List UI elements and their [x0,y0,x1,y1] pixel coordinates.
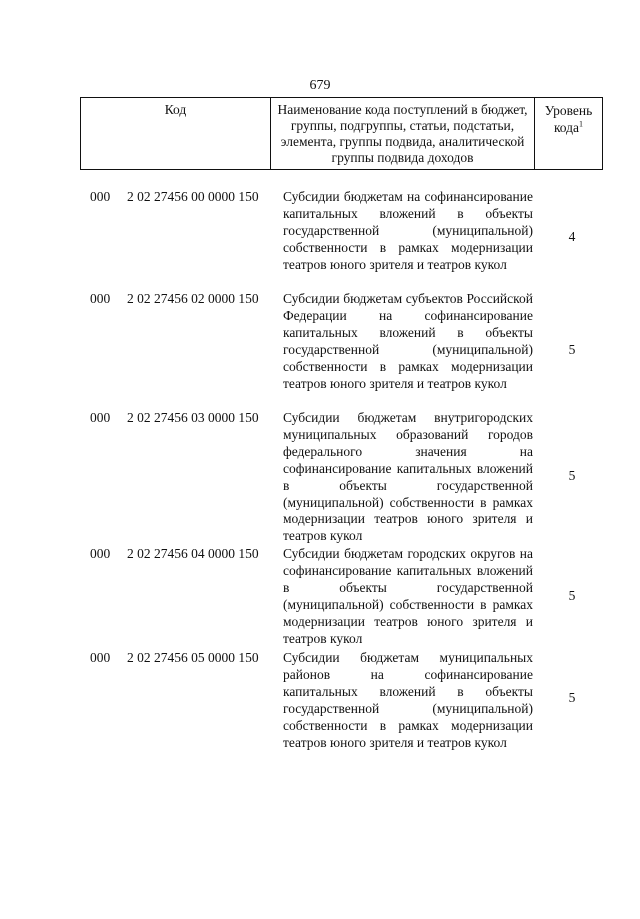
row-prefix: 000 [90,189,111,204]
row-code: 2 02 27456 05 0000 150 [127,650,259,665]
row-level: 5 [568,690,576,705]
header-level-cell [535,98,602,169]
header-name-cell [271,98,535,169]
row-code: 2 02 27456 04 0000 150 [127,546,259,561]
row-level: 5 [568,468,576,483]
row-code: 2 02 27456 03 0000 150 [127,410,259,425]
row-level: 5 [568,342,576,357]
header-level-label: Уровень кода [544,103,593,135]
row-prefix: 000 [90,291,111,306]
row-code: 2 02 27456 00 0000 150 [127,189,259,204]
row-code: 2 02 27456 02 0000 150 [127,291,259,306]
row-description: Субсидии бюджетам субъектов Российской Федерации на софинансирование капитальных вложений в объекты государственной (муниципальной) собственности в рамках модернизации театров юного зрителя и театров кукол [283,291,533,391]
page-number: 679 [309,78,331,93]
row-description: Субсидии бюджетам муниципальных районов на софинансирование капитальных вложений в объекты государственной (муниципальной) собственности в рамках модернизации театров юного зрителя и театров кукол [283,650,533,750]
header-code-cell [81,98,271,169]
header-level-footnote: 1 [579,119,584,129]
row-description: Субсидии бюджетам на софинансирование капитальных вложений в объекты государственной (муниципальной) собственности в рамках модернизации театров юного зрителя и театров кукол [283,189,533,272]
row-description: Субсидии бюджетам городских округов на софинансирование капитальных вложений в объекты государственной (муниципальной) собственности в рамках модернизации театров юного зрителя и театров кукол [283,546,533,646]
row-prefix: 000 [90,410,111,425]
row-prefix: 000 [90,546,111,561]
header-name-label: Наименование кода поступлений в бюджет, группы, подгруппы, статьи, подстатьи, элемента, группы подвида, аналитической группы подвида доходов [277,102,528,165]
row-description: Субсидии бюджетам внутригородских муниципальных образований городов федерального значения на софинансирование капитальных вложений в объекты государственной (муниципальной) собственности в рамках модернизации театров юного зрителя и театров кукол [283,410,533,544]
row-prefix: 000 [90,650,111,665]
row-level: 5 [568,588,576,603]
header-code-label: Код [164,102,187,117]
row-level: 4 [568,229,576,244]
table-header [80,97,603,170]
